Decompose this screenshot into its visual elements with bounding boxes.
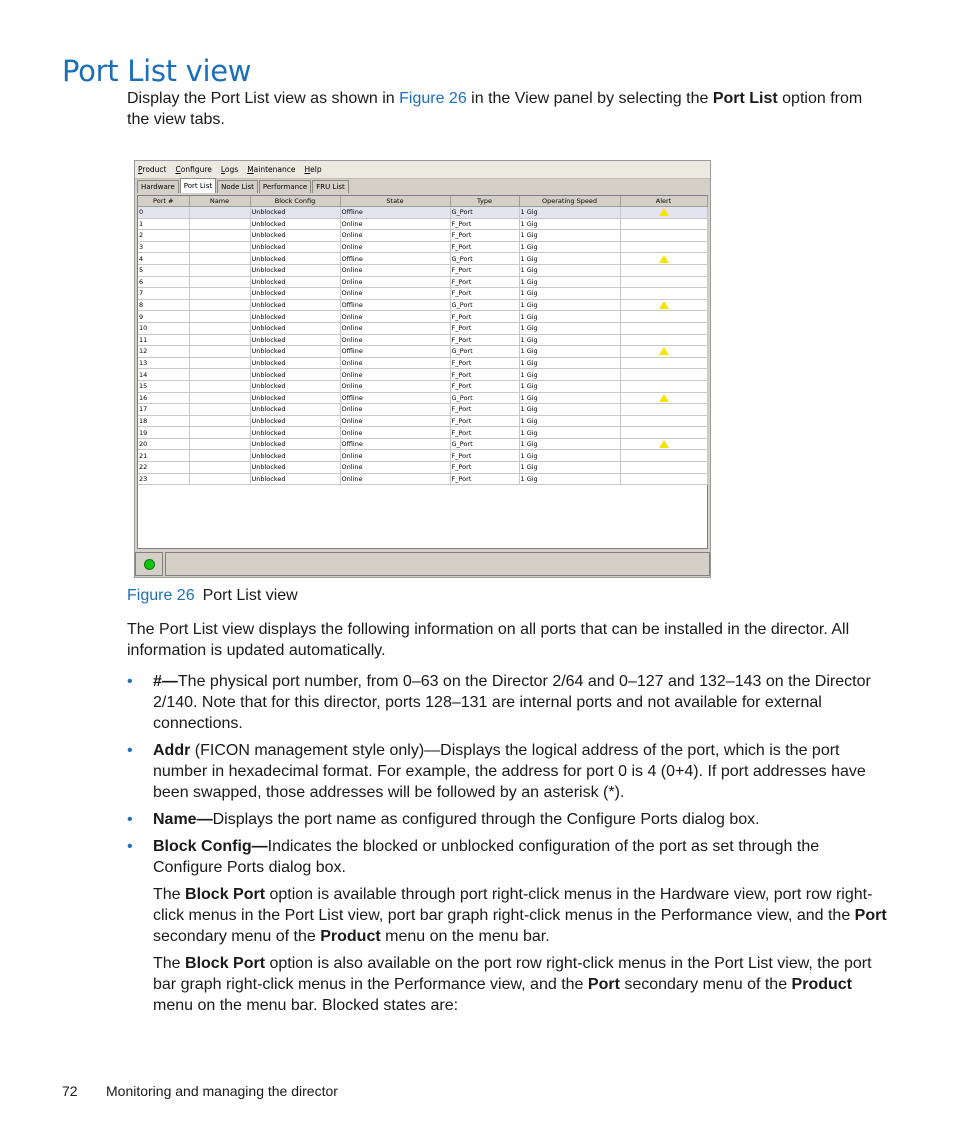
cell-speed: 1 Gig	[519, 334, 620, 346]
cell-speed: 1 Gig	[519, 427, 620, 439]
cell-state: Online	[340, 357, 450, 369]
cell-state: Offline	[340, 438, 450, 450]
table-row[interactable]	[138, 473, 707, 485]
menu-bar	[135, 161, 710, 179]
cell-port: 2	[138, 230, 189, 242]
cell-alert	[620, 218, 707, 230]
cell-block: Unblocked	[250, 299, 340, 311]
table-row[interactable]	[138, 322, 707, 334]
table-row[interactable]	[138, 264, 707, 276]
warning-triangle-icon	[659, 394, 669, 402]
cell-speed: 1 Gig	[519, 311, 620, 323]
cell-name	[189, 392, 250, 404]
column-header[interactable]: Type	[450, 196, 519, 207]
cell-state: Online	[340, 380, 450, 392]
cell-block: Unblocked	[250, 311, 340, 323]
cell-port: 17	[138, 404, 189, 416]
cell-alert	[620, 473, 707, 485]
cell-port: 22	[138, 462, 189, 474]
cell-speed: 1 Gig	[519, 438, 620, 450]
cell-name	[189, 334, 250, 346]
cell-block: Unblocked	[250, 462, 340, 474]
cell-name	[189, 207, 250, 219]
cell-block: Unblocked	[250, 276, 340, 288]
cell-alert	[620, 392, 707, 404]
cell-port: 23	[138, 473, 189, 485]
cell-port: 13	[138, 357, 189, 369]
cell-port: 19	[138, 427, 189, 439]
cell-port: 6	[138, 276, 189, 288]
cell-state: Online	[340, 241, 450, 253]
cell-alert	[620, 264, 707, 276]
table-row[interactable]	[138, 357, 707, 369]
cell-speed: 1 Gig	[519, 322, 620, 334]
cell-speed: 1 Gig	[519, 473, 620, 485]
cell-type: F_Port	[450, 276, 519, 288]
cell-state: Offline	[340, 299, 450, 311]
cell-port: 3	[138, 241, 189, 253]
cell-speed: 1 Gig	[519, 404, 620, 416]
status-bar	[135, 551, 710, 577]
bullet-icon: •	[127, 742, 133, 759]
cell-alert	[620, 322, 707, 334]
view-tabs	[137, 179, 350, 193]
cell-name	[189, 299, 250, 311]
cell-block: Unblocked	[250, 218, 340, 230]
cell-speed: 1 Gig	[519, 288, 620, 300]
cell-speed: 1 Gig	[519, 357, 620, 369]
cell-name	[189, 462, 250, 474]
cell-name	[189, 230, 250, 242]
cell-speed: 1 Gig	[519, 415, 620, 427]
cell-port: 7	[138, 288, 189, 300]
cell-block: Unblocked	[250, 404, 340, 416]
tab-node-list[interactable]: Node List	[217, 180, 258, 193]
field-list	[127, 671, 887, 884]
port-list-table-container	[137, 195, 708, 549]
table-row[interactable]	[138, 392, 707, 404]
footer-section-title: Monitoring and managing the director	[106, 1083, 338, 1099]
column-header[interactable]: Alert	[620, 196, 707, 207]
description-paragraph: The Port List view displays the following information on all ports that can be installed in the director. All information is updated automatically.	[127, 621, 850, 659]
cell-block: Unblocked	[250, 415, 340, 427]
cell-alert	[620, 369, 707, 381]
cell-block: Unblocked	[250, 230, 340, 242]
warning-triangle-icon	[659, 347, 669, 355]
figure-label: Figure 26	[127, 587, 195, 604]
cell-state: Online	[340, 322, 450, 334]
cell-alert	[620, 253, 707, 265]
cell-state: Online	[340, 415, 450, 427]
table-row[interactable]	[138, 427, 707, 439]
cell-name	[189, 288, 250, 300]
cell-speed: 1 Gig	[519, 207, 620, 219]
cell-alert	[620, 288, 707, 300]
cell-speed: 1 Gig	[519, 346, 620, 358]
cell-type: F_Port	[450, 369, 519, 381]
cell-alert	[620, 299, 707, 311]
cell-speed: 1 Gig	[519, 299, 620, 311]
cell-type: G_Port	[450, 253, 519, 265]
cell-name	[189, 253, 250, 265]
cell-type: F_Port	[450, 264, 519, 276]
cell-type: G_Port	[450, 392, 519, 404]
cell-type: F_Port	[450, 322, 519, 334]
list-item-term: Name—	[153, 811, 213, 828]
cell-name	[189, 415, 250, 427]
cell-state: Online	[340, 427, 450, 439]
cell-port: 20	[138, 438, 189, 450]
table-row[interactable]	[138, 230, 707, 242]
cell-port: 15	[138, 380, 189, 392]
cell-state: Online	[340, 473, 450, 485]
table-row[interactable]	[138, 380, 707, 392]
warning-triangle-icon	[659, 301, 669, 309]
table-row[interactable]	[138, 369, 707, 381]
cell-state: Online	[340, 311, 450, 323]
cell-block: Unblocked	[250, 207, 340, 219]
list-item-term: Addr	[153, 742, 191, 759]
cell-alert	[620, 346, 707, 358]
cell-block: Unblocked	[250, 322, 340, 334]
table-row[interactable]	[138, 438, 707, 450]
block-port-paragraph-1: The Block Port option is available through port right-click menus in the Hardware view, port row right-click menus in the Port List view, port bar graph right-click menus in the Performance view, and the Port secondary menu of the Product menu on the menu bar.	[153, 886, 887, 945]
cell-port: 10	[138, 322, 189, 334]
cell-name	[189, 264, 250, 276]
table-row[interactable]	[138, 288, 707, 300]
cell-state: Offline	[340, 346, 450, 358]
figure-link[interactable]: Figure 26	[399, 90, 467, 107]
cell-alert	[620, 241, 707, 253]
cell-port: 16	[138, 392, 189, 404]
cell-port: 14	[138, 369, 189, 381]
cell-type: F_Port	[450, 241, 519, 253]
figure-caption	[127, 587, 298, 605]
table-row[interactable]	[138, 404, 707, 416]
tab-fru-list[interactable]: FRU List	[312, 180, 348, 193]
cell-state: Online	[340, 450, 450, 462]
cell-speed: 1 Gig	[519, 462, 620, 474]
list-item-text: Indicates the blocked or unblocked configuration of the port as set through the Configure Ports dialog box.	[153, 838, 820, 876]
cell-name	[189, 380, 250, 392]
cell-name	[189, 450, 250, 462]
menu-item-product[interactable]: Product	[138, 165, 167, 174]
cell-type: F_Port	[450, 450, 519, 462]
cell-port: 11	[138, 334, 189, 346]
cell-type: F_Port	[450, 230, 519, 242]
cell-block: Unblocked	[250, 288, 340, 300]
warning-triangle-icon	[659, 208, 669, 216]
cell-name	[189, 218, 250, 230]
menu-item-help[interactable]: Help	[304, 165, 322, 174]
cell-state: Online	[340, 334, 450, 346]
table-row[interactable]	[138, 415, 707, 427]
cell-name	[189, 276, 250, 288]
cell-alert	[620, 357, 707, 369]
cell-alert	[620, 415, 707, 427]
cell-alert	[620, 311, 707, 323]
cell-type: G_Port	[450, 207, 519, 219]
page-number: 72	[62, 1083, 78, 1099]
status-field	[165, 552, 710, 576]
cell-block: Unblocked	[250, 427, 340, 439]
table-row[interactable]	[138, 334, 707, 346]
cell-block: Unblocked	[250, 346, 340, 358]
cell-type: G_Port	[450, 299, 519, 311]
column-header[interactable]: Operating Speed	[519, 196, 620, 207]
cell-type: F_Port	[450, 415, 519, 427]
cell-name	[189, 311, 250, 323]
cell-block: Unblocked	[250, 392, 340, 404]
cell-state: Online	[340, 276, 450, 288]
list-item	[127, 740, 887, 803]
cell-speed: 1 Gig	[519, 264, 620, 276]
cell-alert	[620, 380, 707, 392]
table-row[interactable]	[138, 253, 707, 265]
port-list-screenshot	[134, 160, 711, 578]
cell-state: Offline	[340, 207, 450, 219]
table-row[interactable]	[138, 276, 707, 288]
cell-state: Online	[340, 218, 450, 230]
list-item-text: (FICON management style only)—Displays the logical address of the port, which is the port number in hexadecimal format. For example, the address for port 0 is 4 (0+4). If port addresses have been swapped, those addresses will be followed by an asterisk (*).	[153, 742, 866, 801]
cell-alert	[620, 334, 707, 346]
list-item-term: Block Config—	[153, 838, 268, 855]
table-row[interactable]	[138, 207, 707, 219]
cell-speed: 1 Gig	[519, 218, 620, 230]
table-header-row	[138, 196, 707, 207]
cell-block: Unblocked	[250, 438, 340, 450]
cell-speed: 1 Gig	[519, 241, 620, 253]
cell-alert	[620, 230, 707, 242]
cell-name	[189, 427, 250, 439]
cell-name	[189, 404, 250, 416]
cell-speed: 1 Gig	[519, 276, 620, 288]
cell-block: Unblocked	[250, 473, 340, 485]
cell-speed: 1 Gig	[519, 253, 620, 265]
cell-alert	[620, 207, 707, 219]
table-row[interactable]	[138, 241, 707, 253]
cell-block: Unblocked	[250, 264, 340, 276]
cell-name	[189, 369, 250, 381]
cell-speed: 1 Gig	[519, 392, 620, 404]
table-row[interactable]	[138, 299, 707, 311]
column-header[interactable]: State	[340, 196, 450, 207]
table-row[interactable]	[138, 311, 707, 323]
port-list-table	[138, 196, 708, 485]
cell-block: Unblocked	[250, 450, 340, 462]
bullet-icon: •	[127, 811, 133, 828]
cell-type: F_Port	[450, 380, 519, 392]
cell-alert	[620, 438, 707, 450]
cell-alert	[620, 404, 707, 416]
cell-state: Offline	[340, 253, 450, 265]
cell-port: 4	[138, 253, 189, 265]
table-row[interactable]	[138, 462, 707, 474]
cell-alert	[620, 427, 707, 439]
cell-type: F_Port	[450, 427, 519, 439]
cell-state: Online	[340, 264, 450, 276]
cell-port: 1	[138, 218, 189, 230]
table-row[interactable]	[138, 450, 707, 462]
cell-port: 12	[138, 346, 189, 358]
bullet-icon: •	[127, 673, 133, 690]
cell-alert	[620, 462, 707, 474]
page-title: Port List view	[62, 54, 252, 88]
cell-block: Unblocked	[250, 253, 340, 265]
column-header[interactable]: Name	[189, 196, 250, 207]
cell-speed: 1 Gig	[519, 230, 620, 242]
cell-name	[189, 438, 250, 450]
cell-state: Online	[340, 369, 450, 381]
list-item-text: The physical port number, from 0–63 on the Director 2/64 and 0–127 and 132–143 on the Director 2/140. Note that for this director, ports 128–131 are internal ports and not available for external connections.	[153, 673, 871, 732]
cell-state: Online	[340, 404, 450, 416]
menu-item-configure[interactable]: Configure	[175, 165, 212, 174]
cell-port: 5	[138, 264, 189, 276]
list-item	[127, 836, 887, 878]
cell-state: Online	[340, 462, 450, 474]
intro-paragraph: Display the Port List view as shown in Figure 26 in the View panel by selecting the Port List option from the view tabs.	[127, 90, 863, 128]
cell-type: F_Port	[450, 462, 519, 474]
column-header[interactable]: Block Config	[250, 196, 340, 207]
cell-block: Unblocked	[250, 380, 340, 392]
bullet-icon: •	[127, 838, 133, 855]
tab-performance[interactable]: Performance	[259, 180, 311, 193]
page-footer	[62, 1083, 338, 1099]
menu-item-logs[interactable]: Logs	[220, 165, 239, 174]
cell-port: 9	[138, 311, 189, 323]
block-port-paragraph-2: The Block Port option is also available on the port row right-click menus in the Port List view, the port bar graph right-click menus in the Performance view, and the Port secondary menu of the Product menu on the menu bar. Blocked states are:	[153, 955, 872, 1014]
cell-type: F_Port	[450, 218, 519, 230]
cell-port: 21	[138, 450, 189, 462]
cell-type: F_Port	[450, 311, 519, 323]
cell-name	[189, 357, 250, 369]
cell-block: Unblocked	[250, 369, 340, 381]
cell-name	[189, 241, 250, 253]
cell-type: F_Port	[450, 404, 519, 416]
list-item	[127, 809, 887, 830]
table-row[interactable]	[138, 218, 707, 230]
warning-triangle-icon	[659, 440, 669, 448]
cell-alert	[620, 450, 707, 462]
cell-block: Unblocked	[250, 334, 340, 346]
menu-item-maintenance[interactable]: Maintenance	[247, 165, 296, 174]
cell-type: G_Port	[450, 346, 519, 358]
list-item	[127, 671, 887, 734]
table-row[interactable]	[138, 346, 707, 358]
tab-port-list[interactable]: Port List	[180, 178, 216, 193]
cell-speed: 1 Gig	[519, 380, 620, 392]
cell-port: 8	[138, 299, 189, 311]
cell-name	[189, 322, 250, 334]
cell-state: Online	[340, 230, 450, 242]
cell-type: G_Port	[450, 438, 519, 450]
cell-alert	[620, 276, 707, 288]
cell-name	[189, 346, 250, 358]
cell-type: F_Port	[450, 473, 519, 485]
cell-block: Unblocked	[250, 357, 340, 369]
warning-triangle-icon	[659, 255, 669, 263]
cell-type: F_Port	[450, 357, 519, 369]
cell-state: Online	[340, 288, 450, 300]
cell-port: 18	[138, 415, 189, 427]
cell-type: F_Port	[450, 288, 519, 300]
cell-speed: 1 Gig	[519, 369, 620, 381]
cell-speed: 1 Gig	[519, 450, 620, 462]
cell-name	[189, 473, 250, 485]
status-led-icon	[144, 559, 155, 570]
list-item-text: Displays the port name as configured through the Configure Ports dialog box.	[212, 811, 760, 828]
tab-hardware[interactable]: Hardware	[137, 180, 179, 193]
cell-port: 0	[138, 207, 189, 219]
cell-block: Unblocked	[250, 241, 340, 253]
figure-caption-text: Port List view	[202, 587, 298, 604]
status-indicator	[135, 552, 163, 576]
column-header[interactable]: Port #	[138, 196, 189, 207]
cell-type: F_Port	[450, 334, 519, 346]
list-item-term: #—	[153, 673, 178, 690]
cell-state: Offline	[340, 392, 450, 404]
